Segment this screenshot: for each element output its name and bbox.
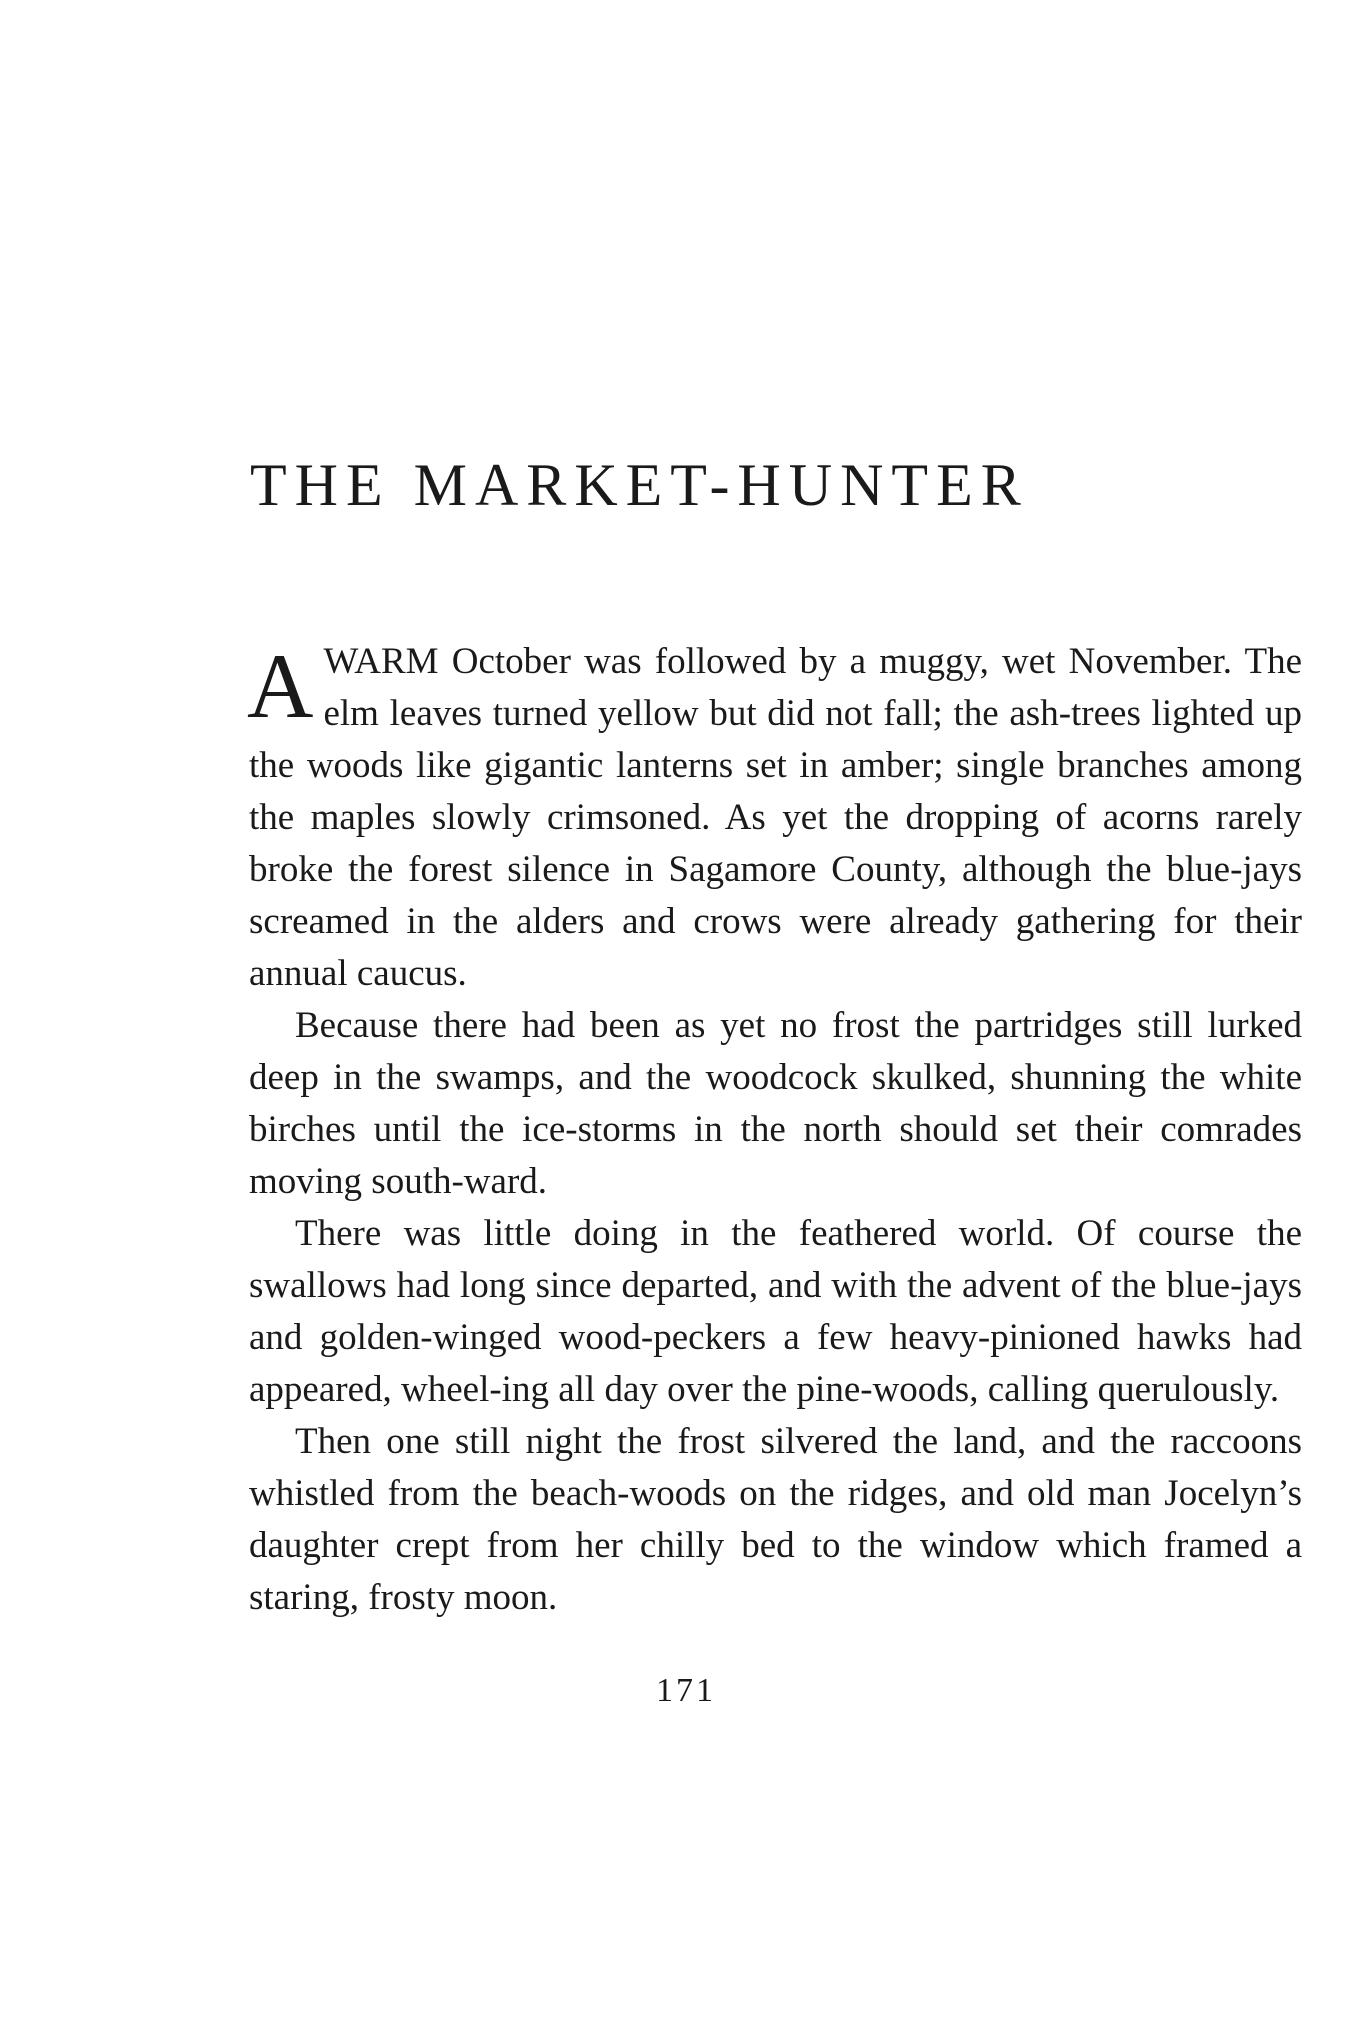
page-number: 171 <box>656 1672 716 1709</box>
drop-cap: A <box>247 635 314 737</box>
paragraph-2: Because there had been as yet no frost the partridges still lurked deep in the swamps, and the woodcock skulked, shunning the white birches until the ice-storms in the north should set their comrades moving south-ward. <box>249 1005 1302 1202</box>
paragraph-1-text: WARM October was followed by a muggy, wet November. The elm leaves turned yellow but did not fall; the ash-trees lighted up the woods like gigantic lanterns set in amber; single branches among the maples slowly crimsoned. As yet the dropping of acorns rarely broke the forest silence in Sagamore County, although the blue-jays screamed in the alders and crows were already gathering for their annual caucus. <box>249 641 1302 994</box>
chapter-body <box>249 636 1302 1624</box>
paragraph-3: There was little doing in the feathered world. Of course the swallows had long since departed, and with the advent of the blue-jays and golden-winged wood-peckers a few heavy-pinioned hawks had appeared, wheel-ing all day over the pine-woods, calling querulously. <box>249 1213 1302 1410</box>
paragraph-4: Then one still night the frost silvered the land, and the raccoons whistled from the beach-woods on the ridges, and old man Jocelyn’s daughter crept from her chilly bed to the window which framed a staring, frosty moon. <box>249 1421 1302 1618</box>
paragraph-1 <box>249 636 1302 1000</box>
chapter-title: THE MARKET-HUNTER <box>250 452 1029 518</box>
